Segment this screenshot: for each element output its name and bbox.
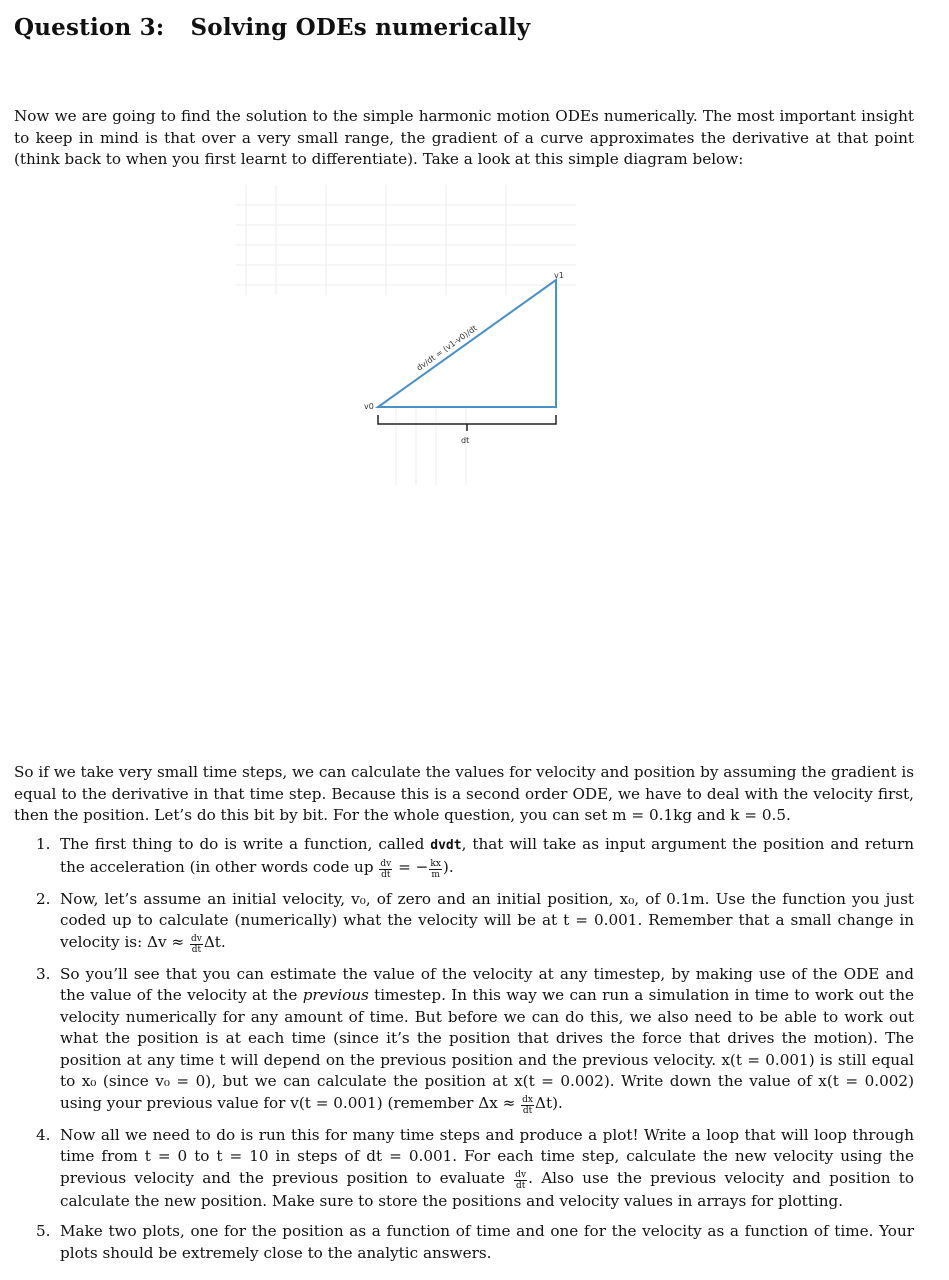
label-slope: dv/dt = (v1-v0)/dt xyxy=(414,323,479,373)
task-item-3: 3. So you’ll see that you can estimate the value of the velocity at any timestep, by making use of the ODE and the value of the velocity at the previous timestep. In this way we can run a simulation in time to work out the velocity numerically for any amount of time. But before we can do this, we also need to be able to work out what the position is at each time (since it’s the position that drives the force that drives the motion). The position at any time t will depend on the previous position and the previous velocity. x(t = 0.001) is still equal to x₀ (since v₀ = 0), but we can calculate the position at x(t = 0.002). Write down the value of x(t = 0.002) using your previous value for v(t = 0.001) (remember Δx ≈ $\frac{dx}{dt}$ Δt). xyxy=(36,964,914,1116)
fraction-dx-dt: $\frac{dx}{dt}$ xyxy=(522,1094,533,1116)
fraction-dv-dt: $\frac{dv}{dt}$ xyxy=(515,1169,527,1191)
task-number: 5. xyxy=(36,1222,51,1240)
fraction-kx-m: $\frac{kx}{m}$ xyxy=(430,858,441,880)
label-v1: v1 xyxy=(554,271,564,280)
function-name: dvdt xyxy=(430,838,462,853)
body-paragraph: So if we take very small time steps, we can calculate the values for velocity and position by assuming the gradient is equal to the derivative in that time step. Because this is a second order ODE, we have to deal with the velocity first, then the position. Let’s do this bit by bit. For the whole question, you can set m = 0.1kg and k = 0.5. xyxy=(14,763,914,824)
task-item-5: 5. Make two plots, one for the position as a function of time and one for the velocity as a function of time. Your plots should be extremely close to the analytic answers. xyxy=(36,1222,914,1262)
fraction-dv-dt: $\frac{dv}{dt}$ xyxy=(380,858,392,880)
task-number: 3. xyxy=(36,964,51,983)
task-number: 4. xyxy=(36,1125,51,1144)
task-item-4: 4. Now all we need to do is run this for many time steps and produce a plot! Write a loop that will loop through time from t = 0 to t = 10 in steps of dt = 0.001. For each time step, calculate the new velocity using the previous velocity and the previous position to evaluate $\frac{dv}{dt}$ . Also use the previous velocity and position to calculate the new position. Make sure to store the positions and velocity values in arrays for plotting. xyxy=(36,1125,914,1210)
task-number: 1. xyxy=(36,835,51,853)
dt-bracket xyxy=(378,415,556,424)
question-heading xyxy=(14,14,530,41)
label-dt: dt xyxy=(461,436,470,445)
gradient-triangle xyxy=(378,280,556,407)
diagram-grid xyxy=(236,185,576,485)
gradient-diagram xyxy=(236,185,576,485)
label-v0: v0 xyxy=(364,402,374,411)
task-number: 2. xyxy=(36,889,51,908)
task-list xyxy=(36,834,914,1273)
question-number: Question 3: xyxy=(14,14,165,41)
fraction-dv-dt: $\frac{dv}{dt}$ xyxy=(190,933,202,955)
task-item-1: 1. The first thing to do is write a function, called dvdt, that will take as input argument the position and return the acceleration (in other words code up $\frac{dv}{dt}$ = − $\frac{kx}{m}$ ). xyxy=(36,835,915,880)
question-title: Solving ODEs numerically xyxy=(190,14,531,41)
intro-paragraph: Now we are going to find the solution to the simple harmonic motion ODEs numerically. The most important insight to keep in mind is that over a very small range, the gradient of a curve approximates the derivative at that point (think back to when you first learnt to differentiate). Take a look at this simple diagram below: xyxy=(14,107,914,168)
task-item-2: 2. Now, let’s assume an initial velocity, v₀, of zero and an initial position, x₀, of 0.1m. Use the function you just coded up to calculate (numerically) what the velocity will be at t = 0.001. Remember that a small change in velocity is: Δv ≈ $\frac{dv}{dt}$ Δt. xyxy=(36,889,914,955)
